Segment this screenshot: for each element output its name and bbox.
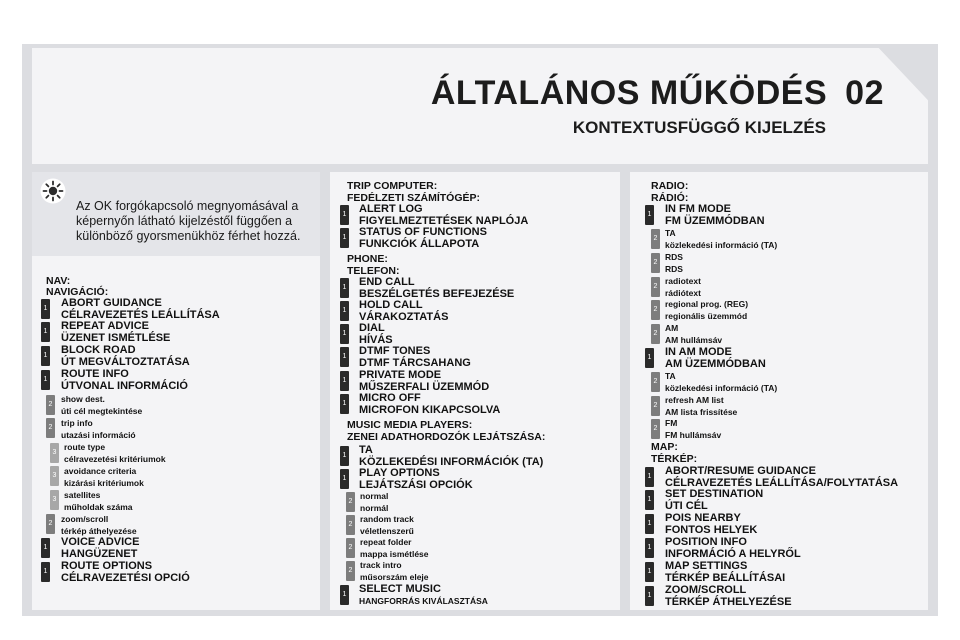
level-badge: 1 <box>340 371 349 391</box>
phone-item-end-call: END CALL <box>359 276 415 288</box>
level-badge: 2 <box>651 300 660 320</box>
phone-heading-en: PHONE: <box>347 253 388 265</box>
nav-heading-hu: NAVIGÁCIÓ: <box>46 286 109 298</box>
nav-subitem-show-dest: show dest. <box>61 394 105 404</box>
trip-heading-hu: FEDÉLZETI SZÁMÍTÓGÉP: <box>347 192 480 204</box>
level-badge: 1 <box>340 347 349 367</box>
nav-item-route-info: ROUTE INFO <box>61 368 129 380</box>
level-badge: 2 <box>46 418 55 438</box>
radio-subitem-radiotext-hu: rádiótext <box>665 288 701 298</box>
nav-item-repeat-advice: REPEAT ADVICE <box>61 320 150 332</box>
phone-item-dial-hu: HÍVÁS <box>359 334 393 346</box>
music-item-play-options-hu: LEJÁTSZÁSI OPCIÓK <box>359 479 473 491</box>
level-badge: 1 <box>340 301 349 321</box>
level-badge: 2 <box>651 419 660 439</box>
level-badge: 2 <box>46 395 55 415</box>
level-badge: 1 <box>340 228 349 248</box>
map-item-zoom-scroll: ZOOM/SCROLL <box>665 584 747 596</box>
level-badge: 1 <box>645 467 654 487</box>
phone-item-private-mode: PRIVATE MODE <box>359 369 442 381</box>
nav-subitem-show-dest-hu: úti cél megtekintése <box>61 406 143 416</box>
level-badge: 3 <box>50 443 59 463</box>
radio-subitem-regional: regional prog. (REG) <box>665 299 749 309</box>
level-badge: 2 <box>651 324 660 344</box>
map-item-set-destination-hu: ÚTI CÉL <box>665 500 708 512</box>
level-badge: 1 <box>340 324 349 344</box>
trip-item-alert-log: ALERT LOG <box>359 203 423 215</box>
level-badge: 1 <box>41 346 50 366</box>
title-text: ÁLTALÁNOS MŰKÖDÉS <box>430 74 828 112</box>
nav-item-route-options: ROUTE OPTIONS <box>61 560 153 572</box>
music-subitem-normal: normal <box>360 491 389 501</box>
music-subitem-random: random track <box>360 514 414 524</box>
level-badge: 2 <box>651 253 660 273</box>
nav-subitem-satellites: satellites <box>64 490 101 500</box>
radio-subitem-refresh-am: refresh AM list <box>665 395 724 405</box>
map-item-abort-resume-hu: CÉLRAVEZETÉS LEÁLLÍTÁSA/FOLYTATÁSA <box>665 477 899 489</box>
radio-subitem-radiotext: radiotext <box>665 276 701 286</box>
level-badge: 1 <box>41 538 50 558</box>
nav-subitem-route-type-hu: célravezetési kritériumok <box>64 454 166 464</box>
phone-item-micro-off: MICRO OFF <box>359 392 421 404</box>
level-badge: 2 <box>651 372 660 392</box>
phone-item-end-call-hu: BESZÉLGETÉS BEFEJEZÉSE <box>359 288 515 300</box>
page-subtitle: KONTEXTUSFÜGGŐ KIJELZÉS <box>572 118 826 137</box>
intro-text-line: Az OK forgókapcsoló megnyomásával a <box>76 199 299 213</box>
nav-subitem-avoidance: avoidance criteria <box>64 466 137 476</box>
trip-item-alert-log-hu: FIGYELMEZTETÉSEK NAPLÓJA <box>359 215 529 227</box>
nav-item-route-info-hu: ÚTVONAL INFORMÁCIÓ <box>61 380 188 392</box>
nav-item-block-road-hu: ÚT MEGVÁLTOZTATÁSA <box>61 356 190 368</box>
level-badge: 3 <box>50 490 59 510</box>
phone-item-private-mode-hu: MŰSZERFALI ÜZEMMÓD <box>359 381 490 393</box>
radio-item-fm-mode: IN FM MODE <box>665 203 731 215</box>
level-badge: 2 <box>346 492 355 512</box>
radio-item-am-mode-hu: AM ÜZEMMÓDBAN <box>665 358 766 370</box>
nav-item-voice-advice-hu: HANGÜZENET <box>61 548 138 560</box>
music-heading-hu: ZENEI ADATHORDOZÓK LEJÁTSZÁSA: <box>347 431 546 443</box>
nav-item-abort-guidance: ABORT GUIDANCE <box>61 297 162 309</box>
map-item-map-settings-hu: TÉRKÉP BEÁLLÍTÁSAI <box>665 572 786 584</box>
phone-item-dial: DIAL <box>359 322 385 334</box>
radio-subitem-refresh-am-hu: AM lista frissítése <box>665 407 738 417</box>
music-item-ta: TA <box>359 444 373 456</box>
level-badge: 1 <box>340 446 349 466</box>
radio-subitem-ta-hu: közlekedési információ (TA) <box>665 240 778 250</box>
nav-subitem-zoom-scroll-hu: térkép áthelyezése <box>61 526 137 536</box>
radio-subitem-regional-hu: regionális üzemmód <box>665 311 748 321</box>
map-item-map-settings: MAP SETTINGS <box>665 560 748 572</box>
radio-subitem-am-hu: AM hullámsáv <box>665 335 723 345</box>
nav-subitem-satellites-hu: műholdak száma <box>64 502 133 512</box>
trip-item-status: STATUS OF FUNCTIONS <box>359 226 487 238</box>
music-item-select-music: SELECT MUSIC <box>359 583 441 595</box>
level-badge: 1 <box>645 514 654 534</box>
map-item-position-info: POSITION INFO <box>665 536 747 548</box>
trip-heading-en: TRIP COMPUTER: <box>347 180 438 192</box>
radio-item-fm-mode-hu: FM ÜZEMMÓDBAN <box>665 215 765 227</box>
level-badge: 1 <box>340 278 349 298</box>
level-badge: 1 <box>645 586 654 606</box>
radio-subitem-ta-am: TA <box>665 371 676 381</box>
level-badge: 1 <box>645 205 654 225</box>
intro-text-line: képernyőn látható kijelzéstől függően a <box>76 214 293 228</box>
level-badge: 2 <box>346 515 355 535</box>
music-subitem-repeat-folder: repeat folder <box>360 537 412 547</box>
nav-heading-en: NAV: <box>46 275 71 287</box>
map-item-set-destination: SET DESTINATION <box>665 488 764 500</box>
nav-subitem-trip-info: trip info <box>61 418 93 428</box>
radio-subitem-ta-am-hu: közlekedési információ (TA) <box>665 383 778 393</box>
music-subitem-normal-hu: normál <box>360 503 389 513</box>
radio-subitem-rds-hu: RDS <box>665 264 683 274</box>
map-item-position-info-hu: INFORMÁCIÓ A HELYRŐL <box>665 548 801 560</box>
music-subitem-track-intro: track intro <box>360 560 402 570</box>
nav-item-voice-advice: VOICE ADVICE <box>61 536 140 548</box>
phone-item-hold-call-hu: VÁRAKOZTATÁS <box>359 311 449 323</box>
sun-icon <box>40 178 66 204</box>
level-badge: 2 <box>346 538 355 558</box>
level-badge: 2 <box>46 514 55 534</box>
music-heading-en: MUSIC MEDIA PLAYERS: <box>347 419 473 431</box>
nav-item-abort-guidance-hu: CÉLRAVEZETÉS LEÁLLÍTÁSA <box>61 309 220 321</box>
music-item-select-music-hu: HANGFORRÁS KIVÁLASZTÁSA <box>359 596 488 606</box>
nav-item-repeat-advice-hu: ÜZENET ISMÉTLÉSE <box>61 332 171 344</box>
map-item-pois-nearby-hu: FONTOS HELYEK <box>665 524 758 536</box>
radio-heading-hu: RÁDIÓ: <box>651 192 689 204</box>
level-badge: 1 <box>340 394 349 414</box>
intro-text-line: különböző gyorsmenükhöz férhet hozzá. <box>76 229 301 243</box>
radio-heading-en: RADIO: <box>651 180 689 192</box>
phone-item-dtmf: DTMF TONES <box>359 345 431 357</box>
level-badge: 1 <box>41 299 50 319</box>
radio-subitem-fm: FM <box>665 418 678 428</box>
nav-item-route-options-hu: CÉLRAVEZETÉSI OPCIÓ <box>61 572 190 584</box>
radio-subitem-am: AM <box>665 323 679 333</box>
music-subitem-track-intro-hu: műsorszám eleje <box>360 572 429 582</box>
nav-subitem-route-type: route type <box>64 442 106 452</box>
level-badge: 1 <box>41 562 50 582</box>
level-badge: 2 <box>651 229 660 249</box>
map-item-zoom-scroll-hu: TÉRKÉP ÁTHELYEZÉSE <box>665 596 792 608</box>
page-title <box>431 74 884 113</box>
music-item-play-options: PLAY OPTIONS <box>359 467 440 479</box>
level-badge: 1 <box>340 469 349 489</box>
level-badge: 1 <box>645 562 654 582</box>
level-badge: 3 <box>50 466 59 486</box>
level-badge: 2 <box>346 561 355 581</box>
phone-item-hold-call: HOLD CALL <box>359 299 423 311</box>
phone-item-micro-off-hu: MICROFON KIKAPCSOLVA <box>359 404 501 416</box>
map-heading-en: MAP: <box>651 441 678 453</box>
nav-subitem-avoidance-hu: kizárási kritériumok <box>64 478 144 488</box>
phone-heading-hu: TELEFON: <box>347 265 400 277</box>
map-heading-hu: TÉRKÉP: <box>651 453 698 465</box>
level-badge: 1 <box>340 585 349 605</box>
nav-subitem-zoom-scroll: zoom/scroll <box>61 514 109 524</box>
level-badge: 1 <box>41 322 50 342</box>
radio-item-am-mode: IN AM MODE <box>665 346 732 358</box>
level-badge: 1 <box>645 538 654 558</box>
level-badge: 1 <box>645 490 654 510</box>
map-item-abort-resume: ABORT/RESUME GUIDANCE <box>665 465 816 477</box>
music-subitem-random-hu: véletlenszerű <box>360 526 414 536</box>
radio-subitem-fm-hu: FM hullámsáv <box>665 430 722 440</box>
radio-subitem-ta: TA <box>665 228 676 238</box>
level-badge: 1 <box>41 370 50 390</box>
music-item-ta-hu: KÖZLEKEDÉSI INFORMÁCIÓK (TA) <box>359 456 544 468</box>
level-badge: 1 <box>340 205 349 225</box>
map-item-pois-nearby: POIS NEARBY <box>665 512 741 524</box>
level-badge: 1 <box>645 348 654 368</box>
chapter-number: 02 <box>845 74 884 112</box>
music-subitem-repeat-folder-hu: mappa ismétlése <box>360 549 429 559</box>
nav-subitem-trip-info-hu: utazási információ <box>61 430 136 440</box>
radio-subitem-rds: RDS <box>665 252 683 262</box>
nav-item-block-road: BLOCK ROAD <box>61 344 136 356</box>
phone-item-dtmf-hu: DTMF TÁRCSAHANG <box>359 357 471 369</box>
trip-item-status-hu: FUNKCIÓK ÁLLAPOTA <box>359 238 480 250</box>
level-badge: 2 <box>651 396 660 416</box>
level-badge: 2 <box>651 277 660 297</box>
